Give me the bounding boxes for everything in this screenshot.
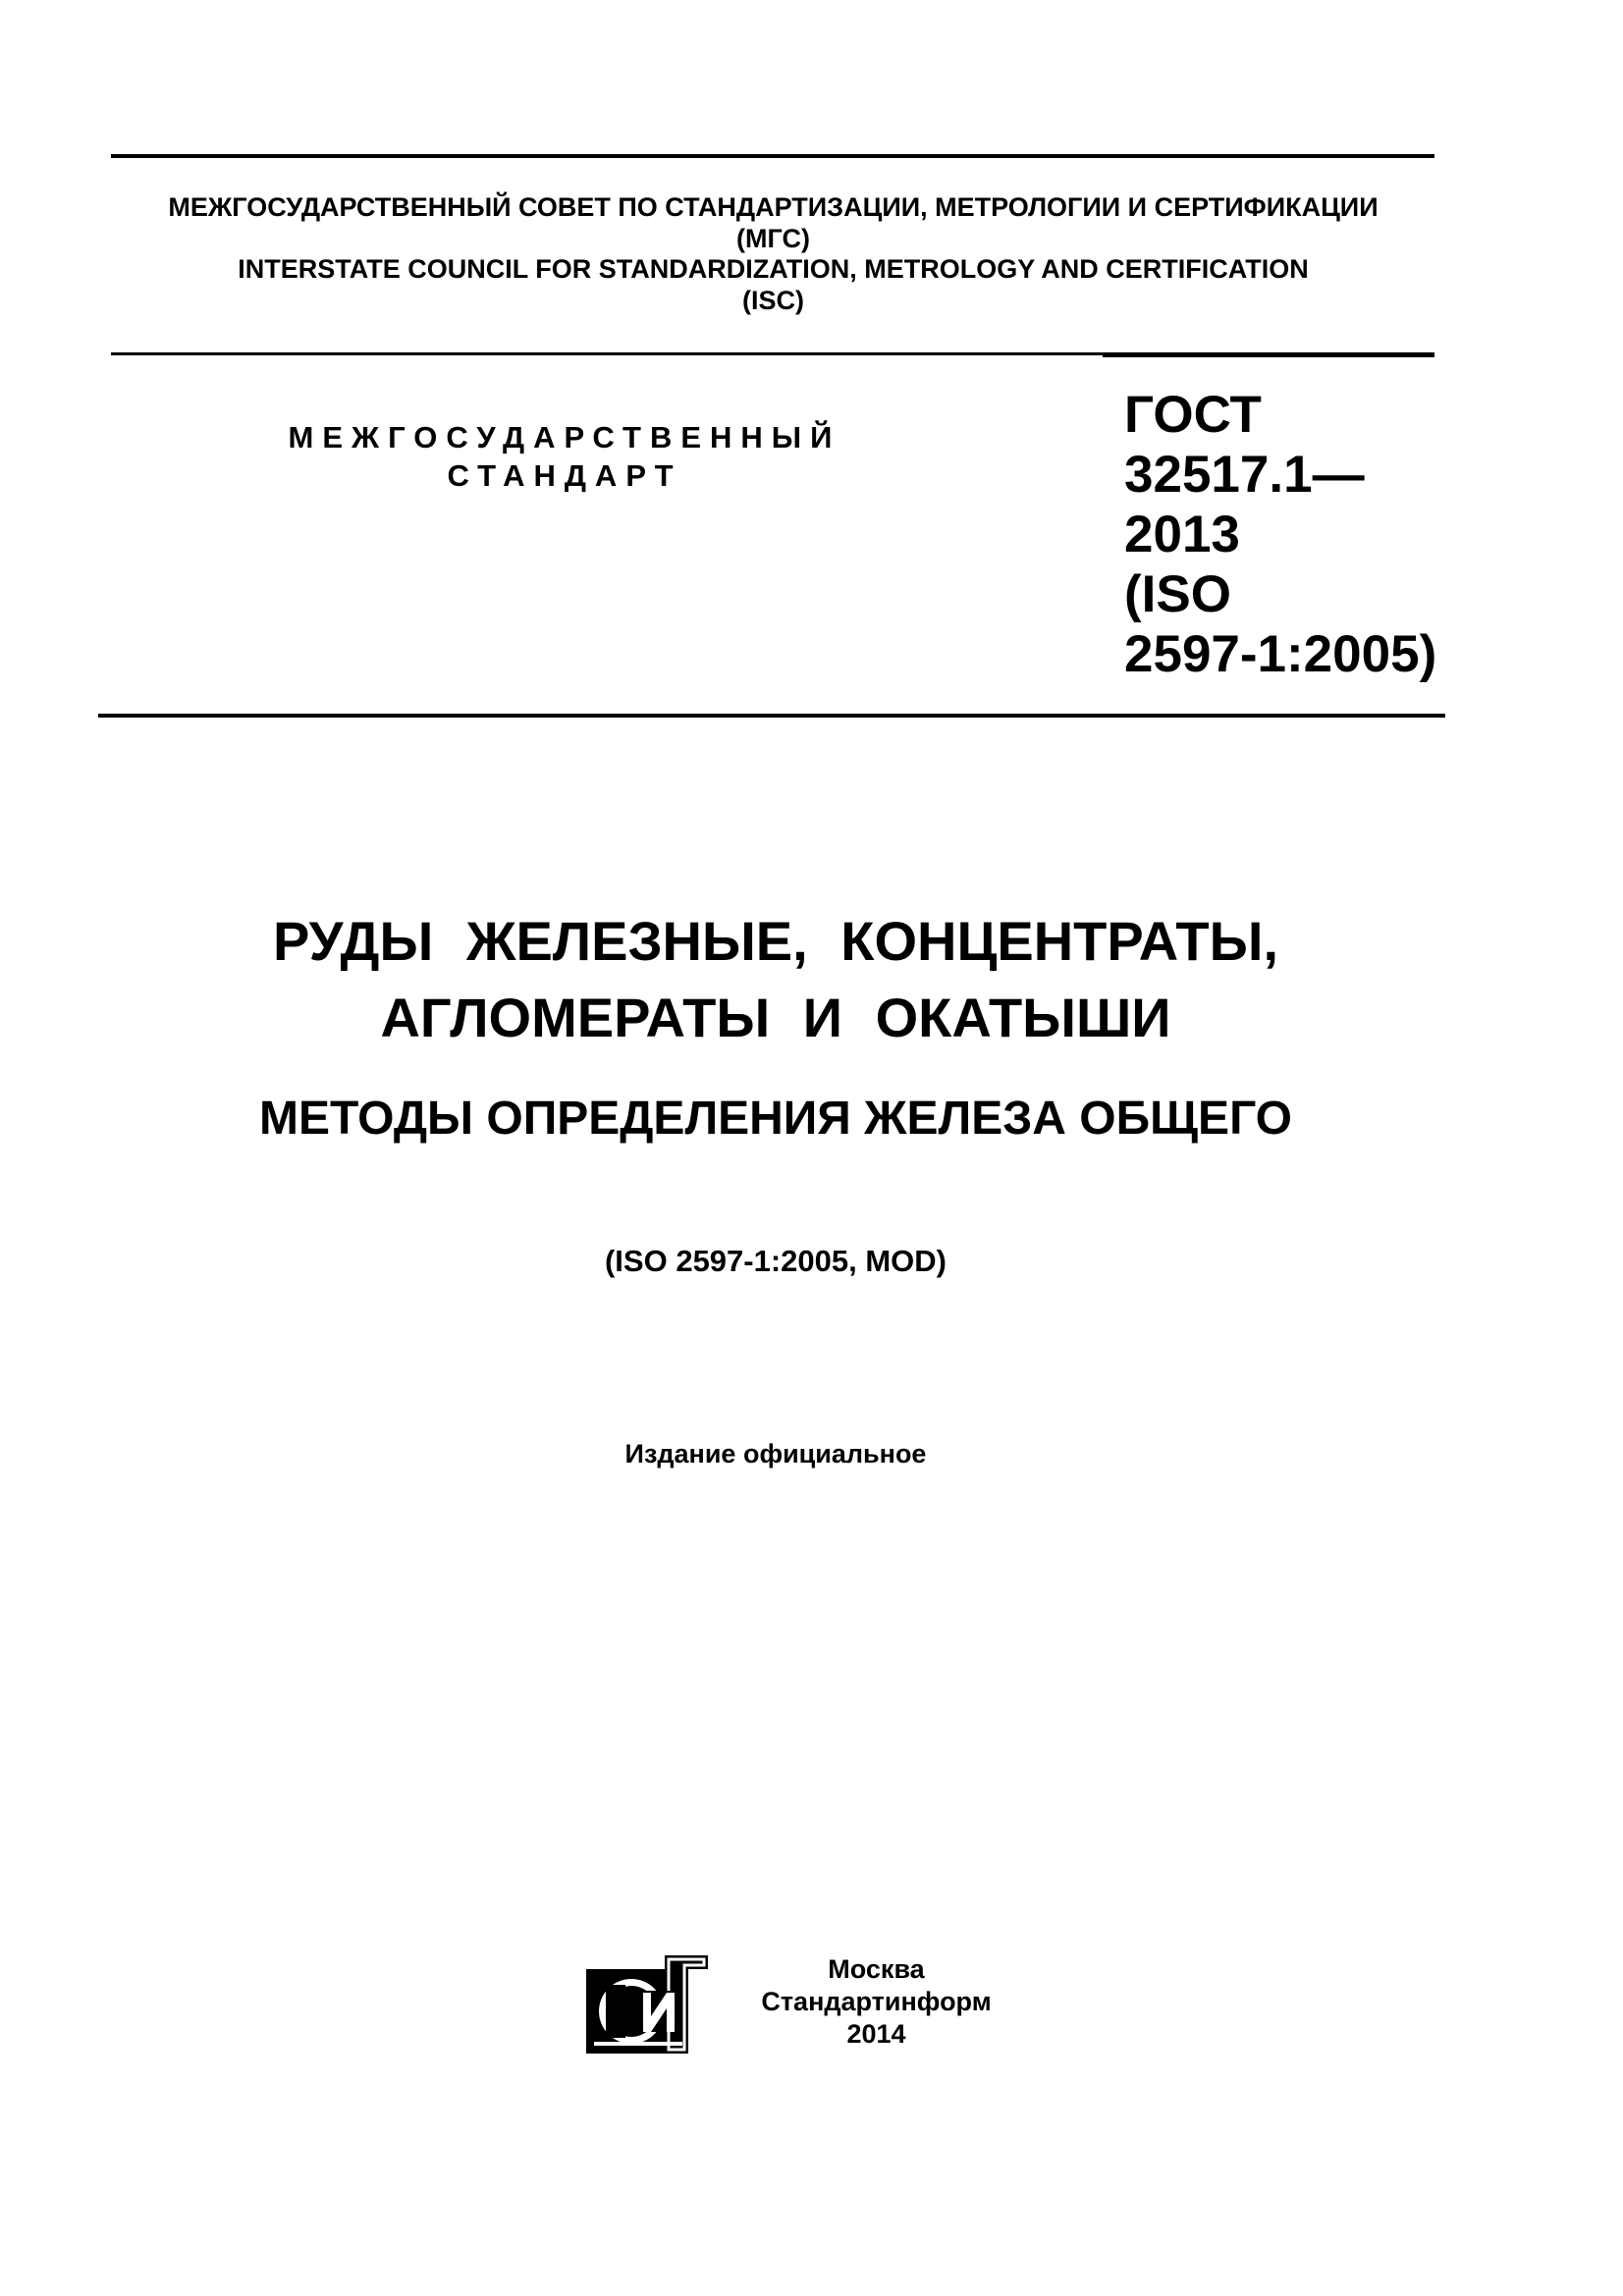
publication-year: 2014 [846,2019,906,2049]
top-rule [111,154,1434,158]
standard-type [221,418,908,495]
designation-line3: 2013 [1124,506,1240,563]
publisher-city: Москва [828,1954,925,1984]
council-block [113,192,1434,316]
standartinform-logo-icon [582,1951,713,2056]
designation-line2: 32517.1— [1124,446,1365,504]
designation-top-rule [1103,352,1434,357]
council-ru-name: МЕЖГОСУДАРСТВЕННЫЙ СОВЕТ ПО СТАНДАРТИЗАЦИИ, МЕТРОЛОГИИ И СЕРТИФИКАЦИИ [168,192,1379,222]
council-en-abbr: (ISC) [742,285,804,315]
header-bottom-rule [98,714,1445,718]
council-ru-abbr: (МГС) [736,223,810,253]
designation-line1: ГОСТ [1124,386,1262,444]
designation-line5: 2597-1:2005) [1124,625,1437,683]
publisher-name: Стандартинформ [761,1987,992,2016]
publisher-imprint [727,1953,1026,2051]
standard-type-line1: МЕЖГОСУДАРСТВЕННЫЙ [288,420,841,454]
document-subtitle: МЕТОДЫ ОПРЕДЕЛЕНИЯ ЖЕЛЕЗА ОБЩЕГО [259,1093,1292,1145]
standard-designation [1124,385,1436,684]
council-en-name: INTERSTATE COUNCIL FOR STANDARDIZATION, METROLOGY AND CERTIFICATION [238,254,1309,284]
edition-note: Издание официальное [624,1439,927,1468]
iso-reference: (ISO 2597-1:2005, MOD) [604,1244,947,1278]
standard-type-line2: СТАНДАРТ [447,458,682,493]
title-line1: РУДЫ ЖЕЛЕЗНЫЕ, КОНЦЕНТРАТЫ, [272,910,1279,972]
document-title [98,903,1453,1056]
designation-line4: (ISO [1124,565,1231,623]
title-line2: АГЛОМЕРАТЫ И ОКАТЫШИ [380,987,1171,1048]
